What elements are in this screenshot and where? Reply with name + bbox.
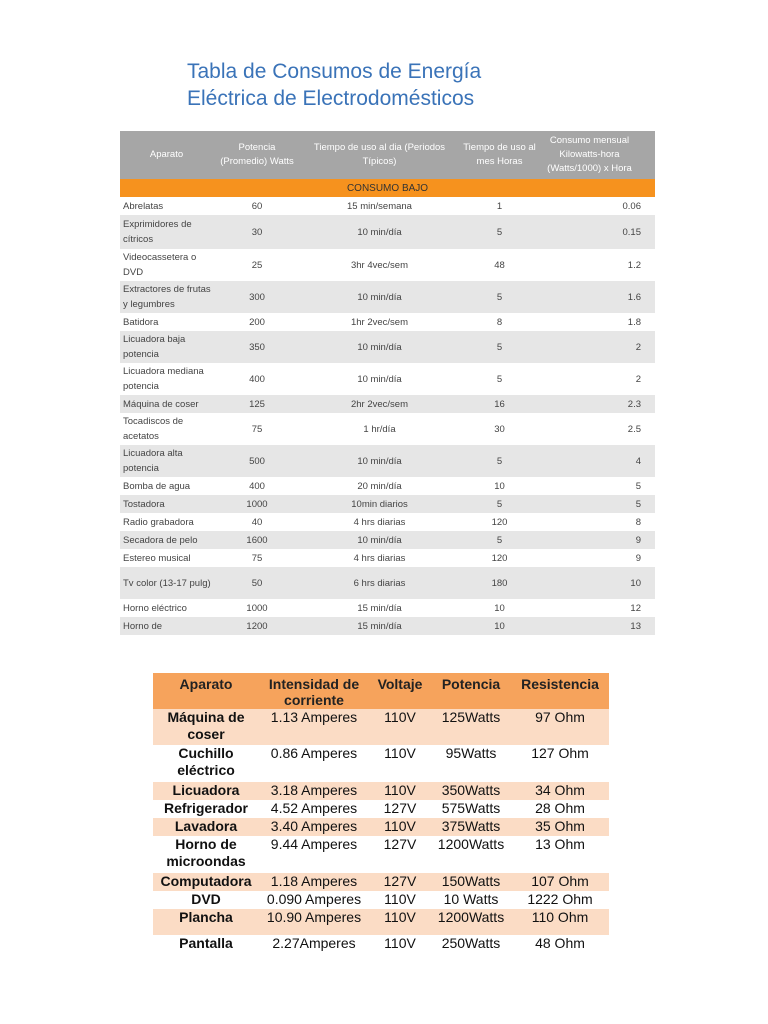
table-cell: 200	[249, 316, 265, 328]
table-cell: 9	[635, 534, 641, 546]
table-cell: 150Watts	[441, 873, 501, 889]
table-cell: 107 Ohm	[531, 873, 589, 889]
table-cell: Plancha	[179, 909, 233, 925]
table-cell: 120	[491, 552, 508, 564]
table-cell: 2	[635, 373, 641, 385]
table-cell: 125	[249, 398, 265, 410]
table-row	[120, 313, 655, 331]
table-cell: Licuadora baja potencia	[123, 334, 186, 360]
table-cell: Batidora	[123, 316, 159, 328]
table-cell: 127 Ohm	[531, 745, 589, 761]
table-cell: 13 Ohm	[535, 836, 585, 852]
table-cell: 40	[251, 516, 263, 528]
table-cell: DVD	[191, 891, 221, 907]
table-cell: 575Watts	[441, 800, 501, 816]
table-cell: 2hr 2vec/sem	[350, 398, 409, 410]
table-cell: 10 min/día	[357, 373, 402, 385]
table-cell: 0.06	[622, 200, 641, 212]
table-cell: 60	[251, 200, 263, 212]
table-cell: Tostadora	[123, 498, 165, 510]
table-cell: 250Watts	[441, 935, 501, 951]
consumption-band-label: CONSUMO BAJO	[120, 179, 655, 197]
table-cell: 10 min/día	[357, 341, 402, 353]
table-row	[153, 709, 609, 745]
table-row	[120, 531, 655, 549]
table-cell: 16	[494, 398, 505, 410]
table1-body	[120, 197, 655, 635]
table-cell: 5	[635, 498, 641, 510]
table-cell: 10	[494, 480, 505, 492]
table-row	[120, 495, 655, 513]
table-cell: 5	[496, 455, 503, 467]
table-cell: 5	[635, 480, 641, 492]
table-cell: 1200Watts	[437, 836, 505, 852]
table-cell: Pantalla	[179, 935, 233, 951]
table-cell: 1000	[246, 498, 268, 510]
table1-header	[120, 131, 655, 179]
table-cell: 10 Watts	[443, 891, 499, 907]
document-title	[187, 58, 627, 112]
table-cell: 127V	[383, 800, 417, 816]
table-cell: 9	[635, 552, 641, 564]
table-cell: 15 min/día	[357, 620, 402, 632]
table-cell: 1	[496, 200, 503, 212]
table-cell: 4 hrs diarias	[353, 516, 406, 528]
table-cell: 15 min/día	[357, 602, 402, 614]
table-cell: 120	[491, 516, 508, 528]
table-row	[120, 363, 655, 395]
table-cell: 75	[251, 552, 263, 564]
table-cell: 10.90 Amperes	[266, 909, 362, 925]
table-cell: 2.3	[627, 398, 641, 410]
table-cell: 1.13 Amperes	[270, 709, 358, 725]
energy-consumption-table	[120, 131, 655, 635]
table-cell: 1.6	[627, 291, 641, 303]
table-row	[120, 331, 655, 363]
title-line-1: Tabla de Consumos de Energía	[187, 60, 482, 83]
table-cell: 1.8	[627, 316, 641, 328]
table-row	[120, 477, 655, 495]
table-cell: 0.090 Amperes	[266, 891, 362, 907]
table-cell: 10 min/día	[357, 455, 402, 467]
table-cell: Exprimidores de cítricos	[123, 219, 192, 245]
table-row	[120, 549, 655, 567]
table-cell: 110V	[384, 709, 416, 725]
table2-header-cell: Resistencia	[521, 676, 599, 692]
table-cell: 125Watts	[441, 709, 501, 725]
table-cell: Licuadora alta potencia	[123, 448, 183, 474]
table-cell: 0.15	[622, 226, 641, 238]
table-cell: 75	[251, 423, 263, 435]
table-cell: 1200	[246, 620, 268, 632]
table-cell: 8	[496, 316, 503, 328]
table-row	[153, 745, 609, 782]
table-cell: 127V	[383, 836, 417, 852]
table-cell: 5	[496, 534, 503, 546]
table-cell: Radio grabadora	[123, 516, 194, 528]
table-row	[120, 413, 655, 445]
table-row	[120, 215, 655, 249]
table-row	[120, 513, 655, 531]
table-cell: Secadora de pelo	[123, 534, 198, 546]
table-cell: 110V	[384, 818, 416, 834]
table-cell: Lavadora	[174, 818, 238, 834]
table-cell: 3.40 Amperes	[270, 818, 358, 834]
table-row	[120, 197, 655, 215]
table-cell: 1hr 2vec/sem	[350, 316, 409, 328]
table-cell: Máquina de coser	[123, 398, 199, 410]
table-row	[153, 818, 609, 836]
table2-header-cell: Intensidad de corriente	[268, 676, 360, 708]
table2-header-cell: Potencia	[441, 676, 501, 692]
table-cell: Abrelatas	[123, 200, 164, 212]
table-cell: 50	[251, 577, 263, 589]
table1-header-cell: Tiempo de uso al mes Horas	[463, 142, 536, 167]
table-cell: Extractores de frutas y legumbres	[123, 284, 211, 310]
table2-header-cell: Voltaje	[377, 676, 423, 692]
table-cell: 30	[251, 226, 263, 238]
table-cell: 13	[630, 620, 641, 632]
table-cell: 1.2	[627, 259, 641, 271]
table-cell: 97 Ohm	[535, 709, 585, 725]
table-cell: 10	[494, 602, 505, 614]
table-cell: 350Watts	[441, 782, 501, 798]
table-cell: 6 hrs diarias	[353, 577, 406, 589]
table-cell: 4 hrs diarias	[353, 552, 406, 564]
table-row	[120, 281, 655, 313]
table-cell: Videocassetera o DVD	[123, 252, 197, 278]
table2-body	[153, 709, 609, 957]
table-cell: 2.5	[627, 423, 641, 435]
table1-header-cell: Aparato	[149, 149, 184, 160]
table-cell: 5	[496, 341, 503, 353]
table-cell: 30	[494, 423, 505, 435]
table-cell: 9.44 Amperes	[270, 836, 358, 852]
table-cell: Tv color (13-17 pulg)	[123, 577, 211, 589]
table-cell: 2	[635, 341, 641, 353]
table-cell: 400	[249, 480, 265, 492]
table-row	[153, 935, 609, 957]
table-cell: Cuchillo eléctrico	[177, 745, 235, 778]
table-cell: 180	[491, 577, 508, 589]
table-cell: 1 hr/día	[363, 423, 396, 435]
table-cell: Máquina de coser	[167, 709, 245, 742]
table-row	[153, 891, 609, 909]
table-cell: 25	[251, 259, 263, 271]
table-row	[120, 445, 655, 477]
table-cell: Licuadora	[172, 782, 240, 798]
table-cell: 10	[630, 577, 641, 589]
table-cell: 5	[496, 373, 503, 385]
table-cell: 10 min/día	[357, 291, 402, 303]
table-cell: 110V	[384, 782, 416, 798]
table-cell: 110V	[384, 909, 416, 925]
table-cell: Tocadiscos de acetatos	[123, 416, 184, 442]
table-cell: 110V	[384, 891, 416, 907]
table-cell: 2.27Amperes	[272, 935, 356, 951]
table-row	[120, 617, 655, 635]
table-cell: 4.52 Amperes	[270, 800, 358, 816]
table-cell: 110V	[384, 745, 416, 761]
table-cell: Licuadora mediana potencia	[123, 366, 204, 392]
table-cell: Refrigerador	[163, 800, 249, 816]
table1-header-cell: Potencia (Promedio) Watts	[220, 142, 294, 167]
table-cell: 110 Ohm	[531, 909, 589, 925]
table-cell: 4	[635, 455, 641, 467]
table-cell: 8	[635, 516, 641, 528]
table2-header-cell: Aparato	[179, 676, 233, 692]
table-cell: 3hr 4vec/sem	[350, 259, 409, 271]
table-row	[120, 599, 655, 617]
table-cell: 35 Ohm	[535, 818, 585, 834]
table-cell: 48 Ohm	[535, 935, 585, 951]
table-cell: 350	[249, 341, 265, 353]
table-row	[153, 873, 609, 891]
table-cell: 95Watts	[445, 745, 497, 761]
table2-header	[153, 673, 609, 709]
table-cell: 500	[249, 455, 265, 467]
table-cell: 20 min/día	[357, 480, 402, 492]
table-cell: Estereo musical	[123, 552, 191, 564]
table-cell: 1000	[246, 602, 268, 614]
table-cell: 375Watts	[441, 818, 501, 834]
table-cell: 12	[630, 602, 641, 614]
table-row	[120, 567, 655, 599]
table-row	[153, 800, 609, 818]
table-cell: 28 Ohm	[535, 800, 585, 816]
table-row	[153, 836, 609, 873]
table-row	[153, 909, 609, 935]
table-cell: 0.86 Amperes	[270, 745, 358, 761]
table-row	[120, 249, 655, 281]
table-cell: 5	[496, 498, 503, 510]
table-cell: Bomba de agua	[123, 480, 191, 492]
table-cell: 48	[494, 259, 505, 271]
table-cell: 127V	[383, 873, 417, 889]
table-cell: 300	[249, 291, 265, 303]
table-cell: 10 min/día	[357, 534, 402, 546]
table1-header-cell: Consumo mensual Kilowatts-hora (Watts/1000) x Hora	[547, 135, 632, 174]
table-cell: 34 Ohm	[535, 782, 585, 798]
table-cell: 1200Watts	[437, 909, 505, 925]
table-cell: Computadora	[160, 873, 252, 889]
table-cell: 3.18 Amperes	[270, 782, 358, 798]
table-cell: Horno eléctrico	[123, 602, 187, 614]
table-row	[120, 395, 655, 413]
table-cell: 400	[249, 373, 265, 385]
table-cell: 1600	[246, 534, 268, 546]
table-cell: 10min diarios	[351, 498, 408, 510]
table-cell: 15 min/semana	[347, 200, 412, 212]
table-cell: 110V	[384, 935, 416, 951]
appliance-electrical-table	[153, 673, 609, 957]
table-cell: 10	[494, 620, 505, 632]
title-line-2: Eléctrica de Electrodomésticos	[187, 87, 475, 110]
table-cell: 10 min/día	[357, 226, 402, 238]
table-cell: 5	[496, 226, 503, 238]
table1-header-cell: Tiempo de uso al dia (Periodos Típicos)	[313, 142, 446, 167]
table-cell: Horno de microondas	[166, 836, 246, 869]
table-cell: 5	[496, 291, 503, 303]
table-row	[153, 782, 609, 800]
table-cell: Horno de	[123, 620, 163, 632]
table-cell: 1222 Ohm	[527, 891, 593, 907]
table-cell: 1.18 Amperes	[270, 873, 358, 889]
